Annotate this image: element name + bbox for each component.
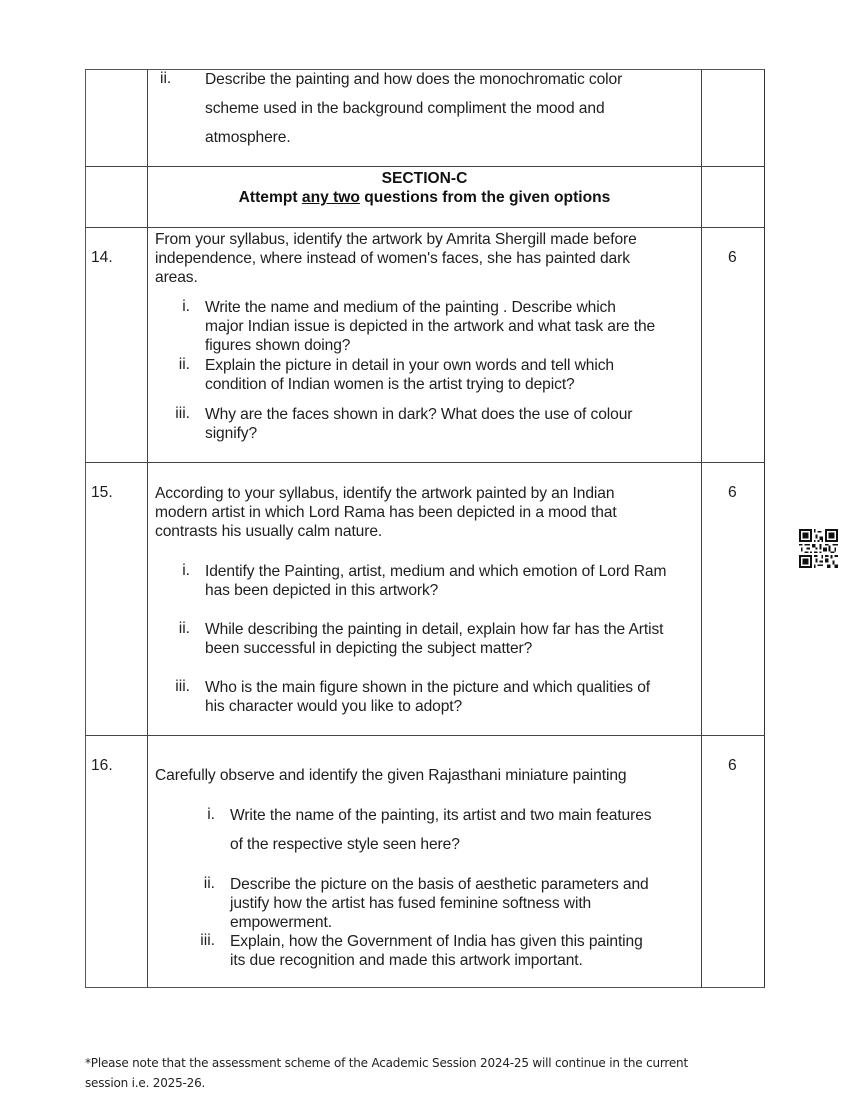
section-title: SECTION-C xyxy=(381,170,468,187)
question-stem-line: According to your syllabus, identify the artwork painted by an Indian xyxy=(155,485,615,502)
subpart-numeral: i. xyxy=(207,806,215,823)
subpart-line: been successful in depicting the subject matter? xyxy=(205,640,533,657)
question-stem-line: areas. xyxy=(155,269,198,286)
question-marks: 6 xyxy=(728,757,737,774)
subpart-line: atmosphere. xyxy=(205,129,291,146)
instruction-suffix: questions from the given options xyxy=(359,189,611,206)
row-divider xyxy=(85,735,765,736)
subpart-line: Identify the Painting, artist, medium and which emotion of Lord Ram xyxy=(205,563,667,580)
subpart-line: Write the name and medium of the painting . Describe which xyxy=(205,299,616,316)
column-divider-marks xyxy=(701,69,702,988)
subpart-line: major Indian issue is depicted in the artwork and what task are the xyxy=(205,318,656,335)
question-stem-line: From your syllabus, identify the artwork by Amrita Shergill made before xyxy=(155,231,637,248)
subpart-line: Explain the picture in detail in your own words and tell which xyxy=(205,357,614,374)
question-stem-line: contrasts his usually calm nature. xyxy=(155,523,383,540)
subpart-line: scheme used in the background compliment the mood and xyxy=(205,100,605,117)
subpart-numeral: ii. xyxy=(203,875,215,892)
subpart-line: figures shown doing? xyxy=(205,337,351,354)
footnote-line: *Please note that the assessment scheme of the Academic Session 2024-25 will continue in the current xyxy=(85,1056,688,1070)
subpart-line: Write the name of the painting, its artist and two main features xyxy=(230,807,652,824)
subpart-line: Who is the main figure shown in the picture and which qualities of xyxy=(205,679,650,696)
subpart-line: Describe the painting and how does the monochromatic color xyxy=(205,71,623,88)
question-number: 14. xyxy=(91,249,113,266)
subpart-line: Describe the picture on the basis of aesthetic parameters and xyxy=(230,876,649,893)
subpart-numeral: iii. xyxy=(175,678,190,695)
subpart-line: of the respective style seen here? xyxy=(230,836,460,853)
subpart-line: While describing the painting in detail, explain how far has the Artist xyxy=(205,621,664,638)
subpart-line: signify? xyxy=(205,425,258,442)
footnote xyxy=(85,1053,765,1093)
subpart-line: Why are the faces shown in dark? What does the use of colour xyxy=(205,406,633,423)
question-number: 15. xyxy=(91,484,113,501)
subpart-line: has been depicted in this artwork? xyxy=(205,582,439,599)
question-stem-line: Carefully observe and identify the given Rajasthani miniature painting xyxy=(155,767,627,784)
subpart-numeral: ii. xyxy=(160,70,172,87)
subpart-numeral: i. xyxy=(182,298,190,315)
question-stem-line: independence, where instead of women's faces, she has painted dark xyxy=(155,250,630,267)
footnote-line: session i.e. 2025-26. xyxy=(85,1076,206,1090)
subpart-numeral: iii. xyxy=(175,405,190,422)
instruction-emphasis: any two xyxy=(301,189,360,206)
row-divider xyxy=(85,227,765,228)
subpart-line: condition of Indian women is the artist trying to depict? xyxy=(205,376,575,393)
subpart-line: empowerment. xyxy=(230,914,332,931)
subpart-numeral: ii. xyxy=(178,356,190,373)
row-divider xyxy=(85,462,765,463)
instruction-prefix: Attempt xyxy=(238,189,302,206)
subpart-numeral: iii. xyxy=(200,932,215,949)
subpart-line: justify how the artist has fused feminine softness with xyxy=(230,895,592,912)
subpart-numeral: ii. xyxy=(178,620,190,637)
section-instruction xyxy=(148,188,701,208)
subpart-line: Explain, how the Government of India has given this painting xyxy=(230,933,643,950)
question-stem-line: modern artist in which Lord Rama has been depicted in a mood that xyxy=(155,504,617,521)
question-marks: 6 xyxy=(728,484,737,501)
row-divider xyxy=(85,166,765,167)
question-marks: 6 xyxy=(728,249,737,266)
subpart-line: its due recognition and made this artwork important. xyxy=(230,952,583,969)
question-number: 16. xyxy=(91,757,113,774)
subpart-line: his character would you like to adopt? xyxy=(205,698,463,715)
qr-code-icon xyxy=(799,529,838,568)
subpart-numeral: i. xyxy=(182,562,190,579)
